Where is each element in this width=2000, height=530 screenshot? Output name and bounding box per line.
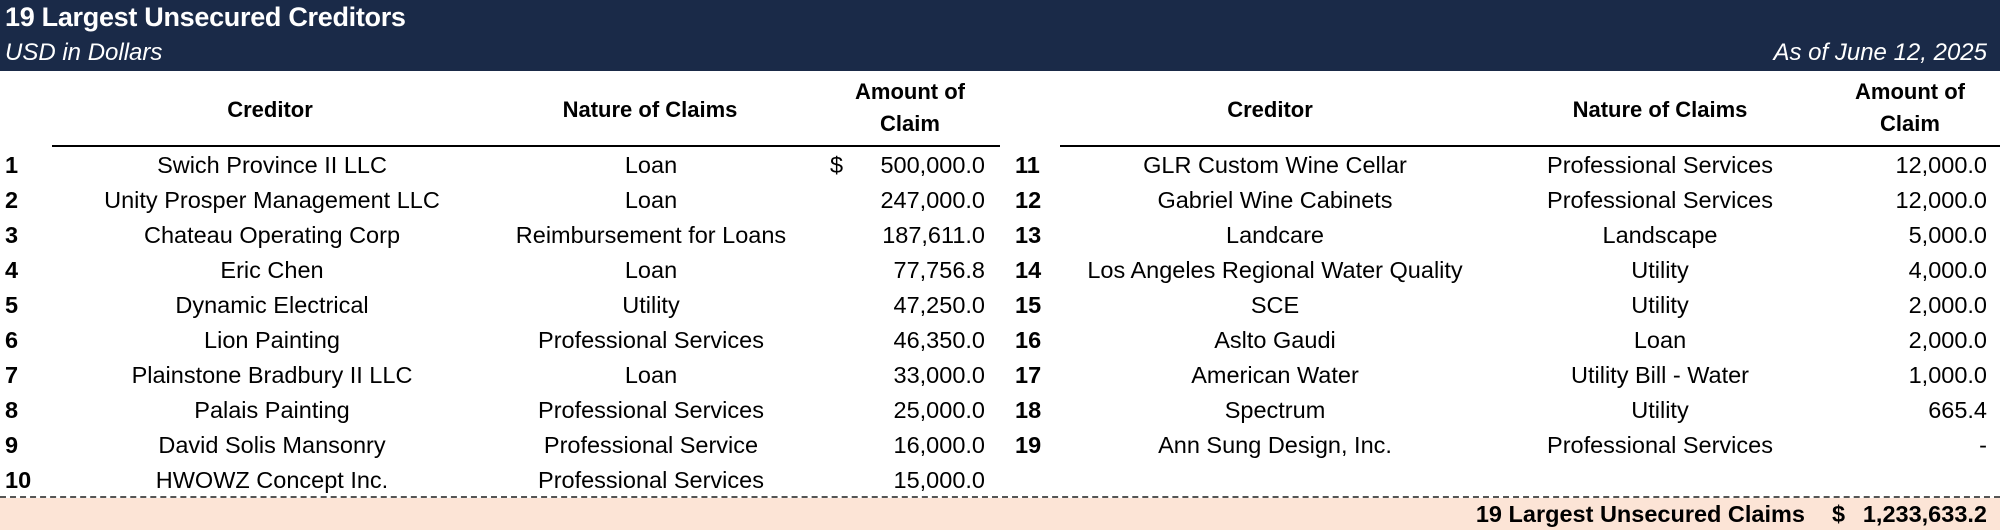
claim-nature: Utility bbox=[1631, 257, 1689, 283]
as-of-date: As of June 12, 2025 bbox=[1773, 39, 1987, 66]
row-number: 17 bbox=[1015, 362, 1042, 388]
row-number: 8 bbox=[5, 397, 19, 423]
table-row bbox=[0, 253, 2000, 288]
creditor-name: Unity Prosper Management LLC bbox=[104, 187, 440, 213]
creditor-name: David Solis Mansonry bbox=[158, 432, 386, 458]
creditor-name: Chateau Operating Corp bbox=[143, 222, 401, 248]
table-row bbox=[0, 393, 2000, 428]
creditor-name: Dynamic Electrical bbox=[175, 292, 369, 318]
creditor-name: Spectrum bbox=[1224, 397, 1326, 423]
claim-amount: 5,000.0 bbox=[1908, 222, 1987, 248]
table-row bbox=[0, 428, 2000, 463]
claim-nature: Loan bbox=[1633, 327, 1687, 353]
right-amount-header-line1: Amount of bbox=[1855, 79, 1965, 104]
table-row bbox=[0, 288, 2000, 323]
creditor-name: Ann Sung Design, Inc. bbox=[1158, 432, 1392, 458]
claim-nature: Professional Service bbox=[543, 432, 759, 458]
creditor-name: Aslto Gaudi bbox=[1214, 327, 1336, 353]
creditor-name: Swich Province II LLC bbox=[157, 152, 387, 178]
creditor-name: Eric Chen bbox=[220, 257, 324, 283]
row-number: 19 bbox=[1015, 432, 1042, 458]
claim-amount: 25,000.0 bbox=[893, 397, 985, 423]
creditor-name: SCE bbox=[1250, 292, 1300, 318]
row-number: 14 bbox=[1015, 257, 1042, 283]
claim-amount: 77,756.8 bbox=[893, 257, 985, 283]
total-currency: $ bbox=[1832, 501, 1846, 527]
claim-amount: 1,000.0 bbox=[1908, 362, 1987, 388]
claim-amount: 247,000.0 bbox=[880, 187, 985, 213]
left-amount-header-line2: Claim bbox=[880, 111, 940, 136]
row-number: 7 bbox=[5, 362, 19, 388]
claim-amount: 15,000.0 bbox=[893, 467, 985, 493]
creditor-name: Landcare bbox=[1226, 222, 1324, 248]
claim-amount: - bbox=[1979, 432, 1987, 458]
claim-amount: 665.4 bbox=[1928, 397, 1987, 423]
right-amount-header bbox=[1820, 76, 2000, 140]
creditor-name: Los Angeles Regional Water Quality bbox=[1087, 257, 1463, 283]
claim-amount: 187,611.0 bbox=[882, 222, 985, 248]
currency-symbol: $ bbox=[830, 152, 844, 178]
report-title: 19 Largest Unsecured Creditors bbox=[5, 2, 406, 32]
claim-nature: Utility bbox=[1631, 397, 1689, 423]
creditor-name: Gabriel Wine Cabinets bbox=[1157, 187, 1393, 213]
claim-nature: Utility bbox=[622, 292, 680, 318]
row-number: 3 bbox=[5, 222, 19, 248]
creditor-name: Palais Painting bbox=[194, 397, 350, 423]
claim-amount: 46,350.0 bbox=[893, 327, 985, 353]
claim-amount: 2,000.0 bbox=[1908, 292, 1987, 318]
table-row bbox=[0, 358, 2000, 393]
row-number: 5 bbox=[5, 292, 19, 318]
right-nature-header: Nature of Claims bbox=[1572, 97, 1748, 122]
claim-amount: 16,000.0 bbox=[893, 432, 985, 458]
row-number: 12 bbox=[1015, 187, 1042, 213]
left-header-rule bbox=[52, 145, 1000, 147]
table-row bbox=[0, 218, 2000, 253]
table-row bbox=[0, 323, 2000, 358]
claim-amount: 4,000.0 bbox=[1908, 257, 1987, 283]
claim-nature: Professional Services bbox=[1547, 432, 1773, 458]
row-number: 10 bbox=[5, 467, 32, 493]
total-row bbox=[0, 498, 2000, 530]
right-amount-header-line2: Claim bbox=[1880, 111, 1940, 136]
creditor-name: HWOWZ Concept Inc. bbox=[155, 467, 389, 493]
right-header-rule bbox=[1060, 145, 2000, 147]
total-label: 19 Largest Unsecured Claims bbox=[1475, 501, 1805, 527]
left-creditor-header: Creditor bbox=[227, 97, 313, 122]
table-row bbox=[0, 148, 2000, 183]
claim-nature: Loan bbox=[624, 187, 678, 213]
left-nature-header: Nature of Claims bbox=[562, 97, 738, 122]
right-creditor-header: Creditor bbox=[1227, 97, 1313, 122]
creditor-name: GLR Custom Wine Cellar bbox=[1143, 152, 1407, 178]
claim-nature: Loan bbox=[624, 257, 678, 283]
row-number: 11 bbox=[1015, 152, 1040, 178]
claim-amount: 12,000.0 bbox=[1895, 187, 1987, 213]
claim-amount: 12,000.0 bbox=[1895, 152, 1987, 178]
row-number: 2 bbox=[5, 187, 19, 213]
report-header bbox=[0, 0, 2000, 71]
table-row bbox=[0, 463, 2000, 498]
claim-amount: 47,250.0 bbox=[893, 292, 985, 318]
creditor-name: American Water bbox=[1191, 362, 1359, 388]
claim-nature: Utility Bill - Water bbox=[1571, 362, 1749, 388]
row-number: 9 bbox=[5, 432, 19, 458]
claim-nature: Professional Services bbox=[538, 327, 764, 353]
row-number: 15 bbox=[1015, 292, 1042, 318]
creditor-name: Plainstone Bradbury II LLC bbox=[131, 362, 413, 388]
claim-nature: Professional Services bbox=[538, 467, 764, 493]
row-number: 4 bbox=[5, 257, 19, 283]
claim-amount: 2,000.0 bbox=[1908, 327, 1987, 353]
row-number: 13 bbox=[1015, 222, 1042, 248]
claim-amount: 500,000.0 bbox=[880, 152, 985, 178]
row-number: 1 bbox=[5, 152, 19, 178]
claim-nature: Landscape bbox=[1602, 222, 1718, 248]
claim-nature: Professional Services bbox=[1547, 187, 1773, 213]
total-value: 1,233,633.2 bbox=[1862, 501, 1987, 527]
table-row bbox=[0, 183, 2000, 218]
claim-nature: Loan bbox=[624, 152, 678, 178]
creditor-name: Lion Painting bbox=[204, 327, 340, 353]
claim-nature: Reimbursement for Loans bbox=[515, 222, 787, 248]
left-amount-header-line1: Amount of bbox=[855, 79, 965, 104]
claim-nature: Utility bbox=[1631, 292, 1689, 318]
claim-nature: Professional Services bbox=[538, 397, 764, 423]
row-number: 18 bbox=[1015, 397, 1042, 423]
claim-nature: Professional Services bbox=[1547, 152, 1773, 178]
currency-note: USD in Dollars bbox=[5, 39, 163, 66]
row-number: 16 bbox=[1015, 327, 1042, 353]
row-number: 6 bbox=[5, 327, 19, 353]
claim-nature: Loan bbox=[624, 362, 678, 388]
left-amount-header bbox=[820, 76, 1000, 140]
claim-amount: 33,000.0 bbox=[893, 362, 985, 388]
